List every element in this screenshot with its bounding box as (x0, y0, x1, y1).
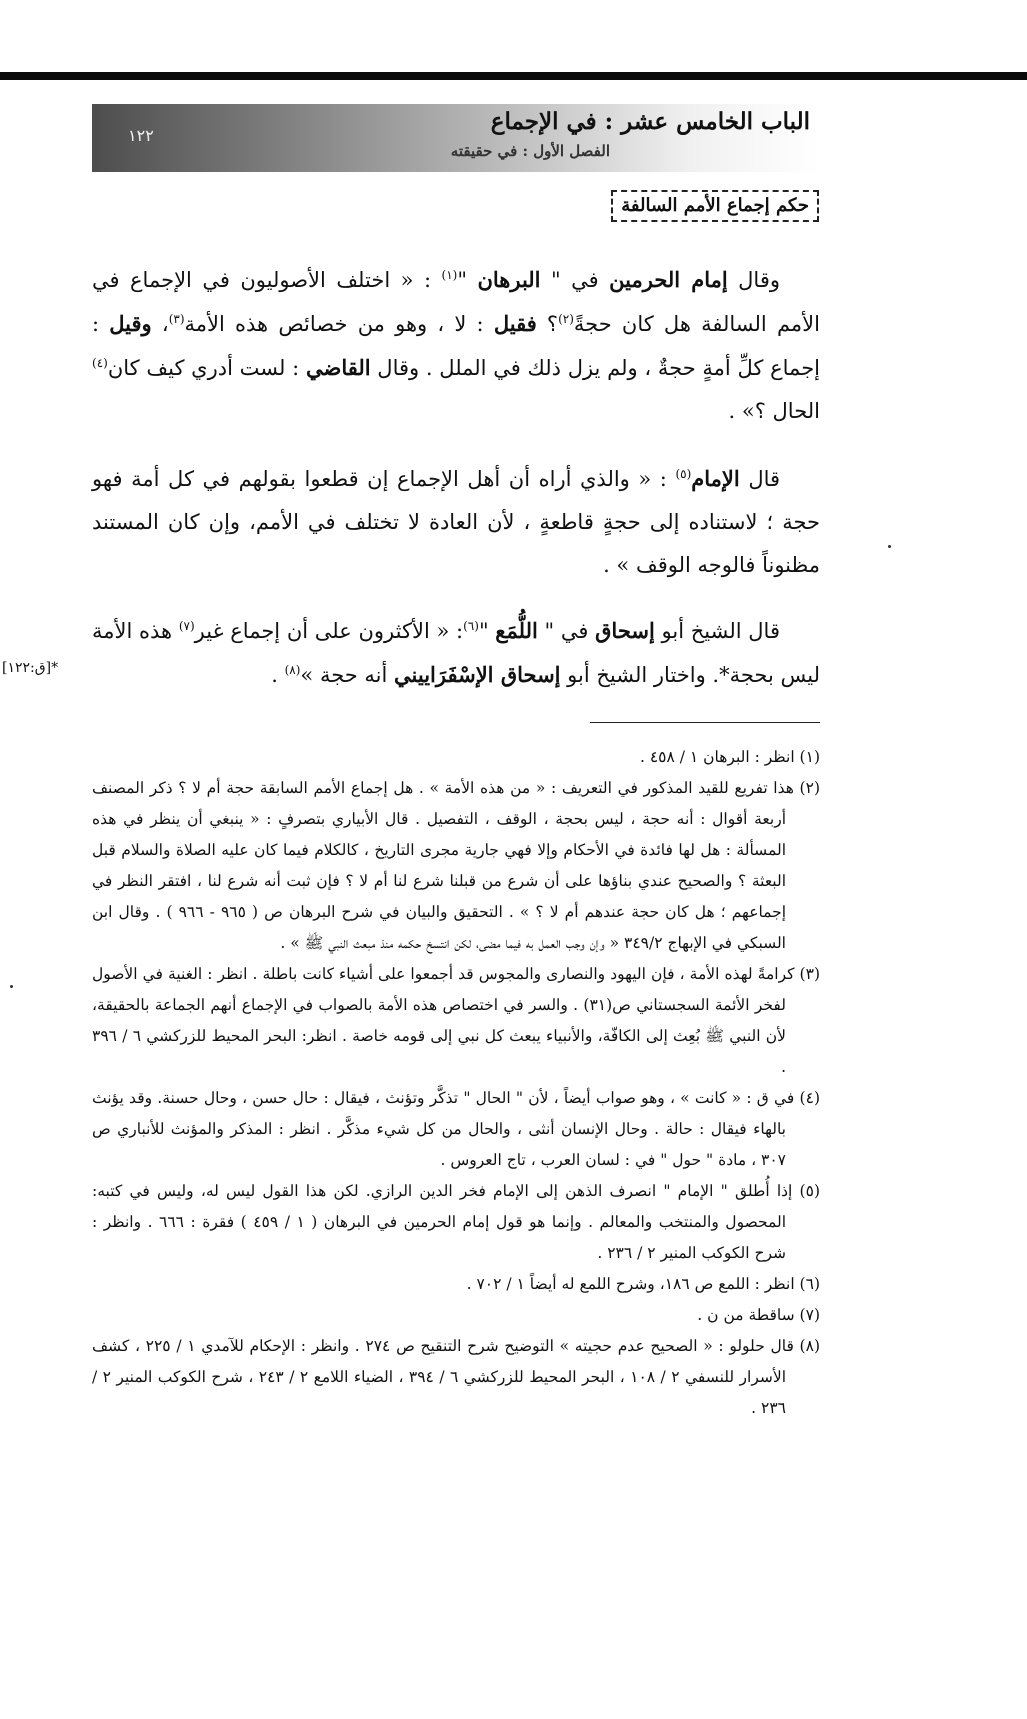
scan-speck (10, 985, 13, 988)
footnote-6: (٦) انظر : اللمع ص ١٨٦، وشرح اللمع له أيضاً ١ / ٧٠٢ . (466, 1275, 820, 1293)
running-header (92, 104, 820, 172)
footnote-ref: (٦) (463, 619, 479, 633)
scan-speck (888, 545, 891, 548)
paragraph-1: وقال إمام الحرمين في " البرهان "$^{(١)}$ : « اختلف الأصوليون في الإجماع في الأمم السالفة هل كان حجةً$^{(٢)}$؟ فقيل : لا ، وهو من خصائص هذه الأمة$^{(٣)}$، وقيل : إجماع كلِّ أمةٍ حجةٌ ، ولم يزل ذلك في الملل . وقال القاضي : لست أدري كيف كان$^{(٤)}$ الحال ؟» . (92, 267, 821, 423)
footnotes (92, 742, 820, 1424)
main-text (92, 258, 820, 697)
footnote-separator (590, 722, 820, 723)
margin-note: *[ق:١٢٢] (2, 660, 59, 676)
footnote-8: (٨) قال حلولو : « الصحيح عدم حجيته » التوضيح شرح التنقيح ص ٢٧٤ . وانظر : الإحكام للآمدي ١ / ٢٢٥ ، كشف الأسرار للنسفي ٢ / ١٠٨ ، البحر المحيط للزركشي ٦ / ٣٩٤ ، الضياء اللامع ٢ / ٢٤٣ ، شرح الكوكب المنير ٢ / ٢٣٦ . (92, 1337, 820, 1417)
section-title: الفصل الأول : في حقيقته (450, 142, 610, 160)
footnote-3: (٣) كرامةً لهذه الأمة ، فإن اليهود والنصارى والمجوس قد أجمعوا على أشياء كانت باطلة . انظر : الغنية في الأصول لفخر الأئمة السجستاني ص(٣١) . والسر في اختصاص هذه الأمة بالصواب في الإجماع أنهم الجماعة بالحقيقة، لأن النبي ﷺ بُعِث إلى الكافّة، والأنبياء يبعث كل نبي إلى قومه خاصة . انظر: البحر المحيط للزركشي ٦ / ٣٩٦ . (92, 965, 820, 1076)
footnote-4: (٤) في ق : « كانت » ، وهو صواب أيضاً ، لأن " الحال " تذكَّر وتؤنث ، فيقال : حال حسن ، وحال حسنة. وقد يؤنث بالهاء فيقال : حالة . وحال الإنسان أنثى ، والحال من كل شيء مذكَّر . انظر : المذكر والمؤنث للأنباري ص ٣٠٧ ، مادة " حول " في : لسان العرب ، تاج العروس . (92, 1089, 820, 1169)
paragraph-3: قال الشيخ أبو إسحاق في " اللُّمَع "$^{(٦)}$: « الأكثرون على أن إجماع غير$^{(٧)}$ هذه الأمة ليس بحجة*. واختار الشيخ أبو إسحاق الإسْفَرَاييني أنه حجة »$^{(٨)}$ . (92, 618, 820, 687)
footnote-1: (١) انظر : البرهان ١ / ٤٥٨ . (639, 748, 820, 766)
paragraph-2: قال الإمام$^{(٥)}$ : « والذي أراه أن أهل الإجماع إن قطعوا بقولهم في كل أمة فهو حجة ؛ لاستناده إلى حجةٍ قاطعةٍ ، لأن العادة لا تختلف في الأمم، وإن كان المستند مظنوناً فالوجه الوقف » . (92, 466, 820, 577)
chapter-title: الباب الخامس عشر : في الإجماع (490, 108, 810, 135)
footnote-ref: (١) (441, 268, 458, 282)
subheading: حكم إجماع الأمم السالفة (611, 190, 819, 222)
footnote-ref: (٤) (92, 356, 108, 370)
footnote-ref: (٣) (168, 312, 185, 326)
footnote-ref: (٨) (284, 663, 301, 677)
footnote-ref: (٢) (558, 312, 574, 326)
footnote-5: (٥) إذا أُطلق " الإمام " انصرف الذهن إلى الإمام فخر الدين الرازي. لكن هذا القول ليس له، وليس في كتبه: المحصول والمنتخب والمعالم . وإنما هو قول إمام الحرمين في البرهان ( ١ / ٤٥٩ ) فقرة : ٦٦٦ . وانظر : شرح الكوكب المنير ٢ / ٢٣٦ . (92, 1182, 820, 1262)
footnote-ref: (٥) (675, 467, 692, 481)
top-rule (0, 72, 1027, 80)
footnote-2: (٢) هذا تفريع للقيد المذكور في التعريف : « من هذه الأمة » . هل إجماع الأمم السابقة حجة أم لا ؟ ذكر المصنف أربعة أقوال : أنه حجة ، ليس بحجة ، الوقف ، التفصيل . قال الأبياري بتصرفٍ : « ينبغي أن ينظر في هذه المسألة : هل لها فائدة في الأحكام وإلا فهي جارية مجرى التاريخ ، كالكلام فيما كان عليه الصلاة والسلام قبل البعثة ؟ والصحيح عندي بناؤها على أن شرع من قبلنا شرع لنا أم لا ؟ فإن ثبت أنه شرع لنا ، افتقر النظر في إجماعهم ؛ هل كان حجة عندهم أم لا ؟ » . التحقيق والبيان في شرح البرهان ص ( ٩٦٥ - ٩٦٦ ) . وقال ابن السبكي في الإبهاج ٣٤٩/٢ « وإن وجب العمل به فيما مضى، لكن انتسخ حكمه منذ مبعث النبي ﷺ » . (92, 779, 820, 952)
footnote-7: (٧) ساقطة من ن . (697, 1306, 820, 1324)
page-number: ١٢٢ (128, 126, 154, 145)
footnote-ref: (٧) (178, 619, 195, 633)
